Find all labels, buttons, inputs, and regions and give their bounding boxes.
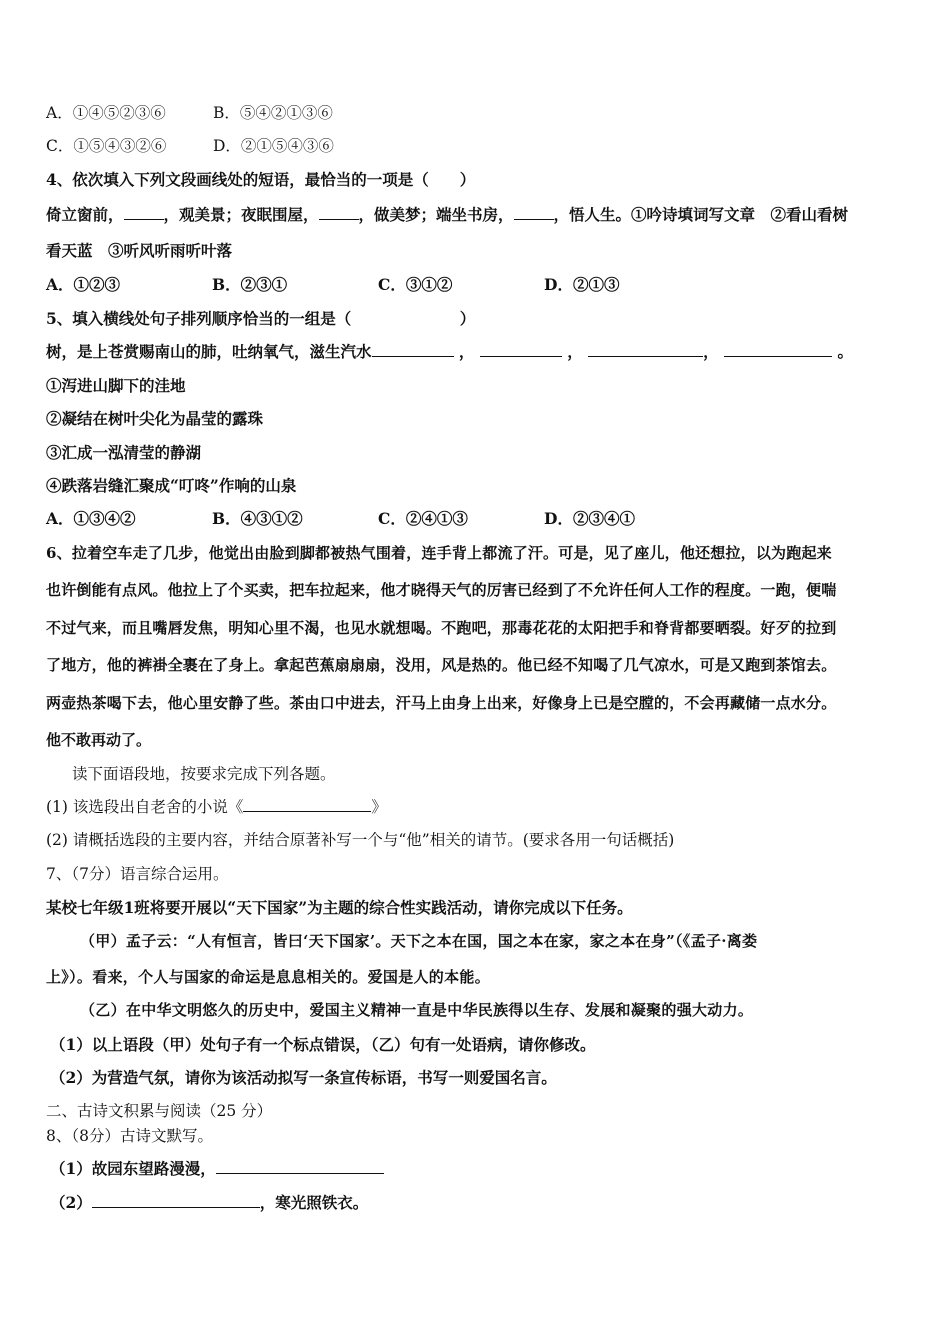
q6-passage-line: 了地方，他的裤褂全裹在了身上。拿起芭蕉扇扇扇，没用，风是热的。他已经不知喝了几气凉水，可是又跑到茶馆去。	[46, 656, 837, 674]
q6-sub1-blank[interactable]	[243, 797, 371, 812]
q5-sep-4: 。	[832, 342, 853, 361]
q8-sub1-blank[interactable]	[216, 1159, 384, 1174]
q5-stem: 5、填入横线处句子排列顺序恰当的一组是（ ）	[46, 309, 476, 328]
q3-option-b[interactable]: B．⑤④②①③⑥	[213, 104, 333, 122]
q5-option-d[interactable]: D．②③④①	[544, 509, 635, 528]
q7-stem: 7、（7分）语言综合运用。	[46, 865, 229, 883]
q3-option-c[interactable]: C．①⑤④③②⑥	[46, 137, 167, 155]
q6-passage-line: 6、拉着空车走了几步，他觉出由脸到脚都被热气围着，连手背上都流了汗。可是，见了座儿，他还想拉，以为跑起来	[46, 544, 832, 562]
q6-passage-line: 两壶热茶喝下去，他心里安静了些。茶由口中进去，汗马上由身上出来，好像身上已是空膛的，不会再藏储一点水分。	[46, 694, 837, 712]
q6-passage-line: 不过气来，而且嘴唇发焦，明知心里不渴，也见水就想喝。不跑吧，那毒花花的太阳把手和脊背都要晒裂。好歹的拉到	[46, 619, 837, 637]
q4-option-a[interactable]: A．①②③	[46, 275, 121, 294]
q7-jia-line2: 上》）。看来，个人与国家的命运是息息相关的。爱国是人的本能。	[46, 968, 491, 986]
q8-sub2-label: （2）	[50, 1193, 92, 1212]
q8-sub2-blank[interactable]	[92, 1193, 260, 1208]
q3-option-d[interactable]: D．②①⑤④③⑥	[213, 137, 334, 155]
q7-intro: 某校七年级1班将要开展以“天下国家”为主题的综合性实践活动，请你完成以下任务。	[46, 898, 633, 917]
q8-sub1-text: （1）故园东望路漫漫，	[50, 1159, 216, 1178]
q6-instruction: 读下面语段地，按要求完成下列各题。	[72, 765, 336, 783]
q5-option-c[interactable]: C．②④①③	[378, 509, 468, 528]
q5-item-4: ④跌落岩缝汇聚成“叮咚”作响的山泉	[46, 476, 297, 495]
q5-blank-3[interactable]	[588, 342, 703, 357]
q5-sep-1: ，	[453, 342, 475, 361]
q4-option-b[interactable]: B．②③①	[212, 275, 288, 294]
q5-sentence	[46, 342, 853, 362]
q4-text-line1	[46, 205, 848, 225]
q5-blank-4[interactable]	[724, 342, 832, 357]
q5-blank-1[interactable]	[372, 342, 454, 357]
q4-text-line2: 看天蓝 ③听风听雨听叶落	[46, 241, 233, 260]
q6-sub1	[46, 797, 387, 817]
q3-option-a[interactable]: A．①④⑤②③⑥	[46, 104, 166, 122]
q5-item-2: ②凝结在树叶尖化为晶莹的露珠	[46, 409, 264, 428]
q4-option-c[interactable]: C．③①②	[378, 275, 453, 294]
q3-options-row1	[46, 103, 333, 123]
q5-sentence-start: 树，是上苍赏赐南山的肺，吐纳氧气，滋生汽水	[46, 342, 372, 361]
q4-options	[46, 275, 619, 295]
q5-option-b[interactable]: B．④③①②	[212, 509, 303, 528]
q8-sub2-text: ，寒光照铁衣。	[259, 1193, 369, 1212]
q4-text-part3: ，做美梦；端坐书房，	[358, 205, 514, 224]
q3-options-row2	[46, 136, 334, 156]
q5-options	[46, 509, 635, 529]
q7-task2: （2）为营造气氛，请你为该活动拟写一条宣传标语，书写一则爱国名言。	[50, 1068, 557, 1087]
q6-sub1-text: (1) 该选段出自老舍的小说《	[46, 798, 244, 816]
q7-jia-line1: （甲）孟子云：“人有恒言，皆曰‘天下国家’。天下之本在国，国之本在家，家之本在身”（《孟子·离娄	[80, 932, 758, 950]
q8-sub2	[50, 1193, 368, 1213]
q5-item-1: ①泻进山脚下的洼地	[46, 376, 186, 395]
q4-text-part1: 倚立窗前，	[46, 205, 124, 224]
q5-item-3: ③汇成一泓清莹的静湖	[46, 443, 202, 462]
q6-sub2: (2) 请概括选段的主要内容，并结合原著补写一个与“他”相关的请节。(要求各用一句话概括)	[46, 831, 675, 849]
q5-option-a[interactable]: A．①③④②	[46, 509, 136, 528]
q6-passage-line: 也许倒能有点风。他拉上了个买卖，把车拉起来，他才晓得天气的厉害已经到了不允许任何人工作的程度。一跑，便喘	[46, 581, 837, 599]
q7-task1: （1）以上语段（甲）处句子有一个标点错误，（乙）句有一处语病，请你修改。	[50, 1035, 596, 1054]
q7-yi-line: （乙）在中华文明悠久的历史中，爱国主义精神一直是中华民族得以生存、发展和凝聚的强大动力。	[80, 1001, 754, 1019]
q5-sep-3: ，	[703, 342, 719, 361]
q8-stem: 8、（8分）古诗文默写。	[46, 1127, 213, 1145]
q6-passage-line: 他不敢再动了。	[46, 731, 152, 749]
q5-blank-2[interactable]	[480, 342, 562, 357]
section2-title: 二、古诗文积累与阅读（25 分）	[46, 1102, 273, 1120]
q8-sub1	[50, 1159, 384, 1179]
q4-blank-3[interactable]	[514, 205, 554, 220]
q4-stem: 4、依次填入下列文段画线处的短语，最恰当的一项是（ ）	[46, 170, 476, 189]
q4-option-d[interactable]: D．②①③	[544, 275, 620, 294]
q4-blank-2[interactable]	[319, 205, 359, 220]
q6-sub1-close: 》	[371, 798, 387, 816]
q4-text-part2: ，观美景；夜眠围屋，	[163, 205, 319, 224]
q4-blank-1[interactable]	[124, 205, 164, 220]
q5-sep-2: ，	[561, 342, 583, 361]
q4-text-part4: ，悟人生。①吟诗填词写文章 ②看山看树	[553, 205, 849, 224]
